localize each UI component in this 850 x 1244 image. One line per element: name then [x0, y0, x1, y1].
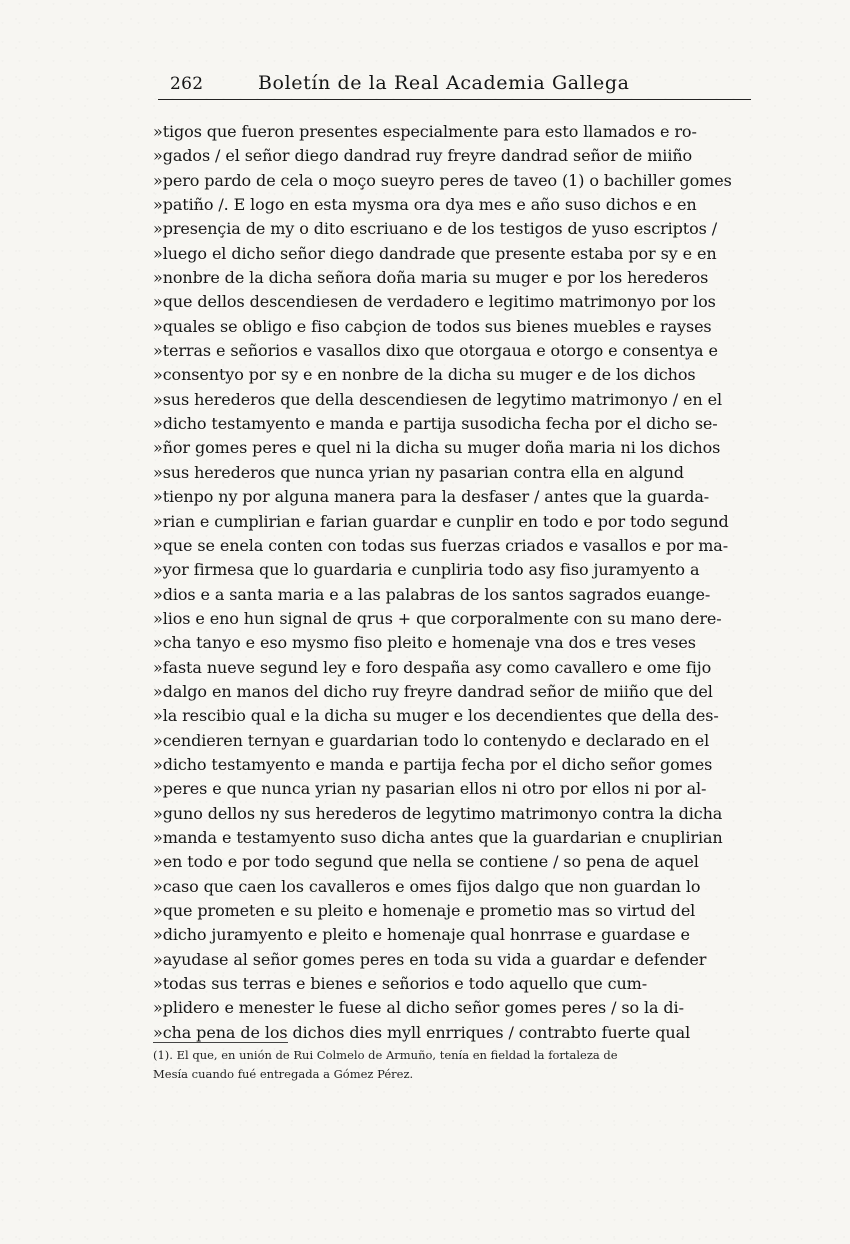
- text-line: »la rescibio qual e la dicha su muger e los decendientes que della des-: [153, 706, 719, 726]
- text-line: »ayudase al señor gomes peres en toda su vida a guardar e defender: [153, 949, 707, 969]
- text-line: »que dellos descendiesen de verdadero e legitimo matrimonyo por los: [153, 292, 716, 312]
- text-line: »sus herederos que nunca yrian ny pasarian contra ella en algund: [153, 462, 684, 482]
- text-line: »guno dellos ny sus herederos de legytimo matrimonyo contra la dicha: [153, 803, 723, 823]
- text-line: »fasta nueve segund ley e foro despaña asy como cavallero e ome fijo: [153, 657, 712, 677]
- text-line: »nonbre de la dicha señora doña maria su muger e por los herederos: [153, 268, 709, 288]
- text-line: »plidero e menester le fuese al dicho señor gomes peres / so la di-: [153, 998, 684, 1018]
- text-line: »patiño /. E logo en esta mysma ora dya mes e año suso dichos e en: [153, 195, 697, 215]
- text-line: »pero pardo de cela o moço sueyro peres de taveo (1) o bachiller gomes: [153, 170, 732, 190]
- text-line: »dicho testamyento e manda e partija susodicha fecha por el dicho se-: [153, 414, 718, 434]
- text-line: »luego el dicho señor diego dandrade que presente estaba por sy e en: [153, 243, 717, 263]
- text-line: »yor firmesa que lo guardaria e cunpliria todo asy fiso juramyento a: [153, 560, 700, 580]
- header-rule: [158, 99, 751, 100]
- text-line: »cha pena de los dichos dies myll enrriques / contrabto fuerte qual: [153, 1022, 691, 1042]
- text-line: »que se enela conten con todas sus fuerzas criados e vasallos e por ma-: [153, 535, 729, 555]
- text-line: »dalgo en manos del dicho ruy freyre dandrad señor de miiño que del: [153, 681, 713, 701]
- footnote: [153, 1046, 761, 1084]
- footnote-line: Mesía cuando fué entregada a Gómez Pérez.: [153, 1067, 414, 1081]
- text-line: »que prometen e su pleito e homenaje e prometio mas so virtud del: [153, 901, 696, 920]
- page-header: [170, 72, 750, 100]
- text-line: »presençia de my o dito escriuano e de los testigos de yuso escriptos /: [153, 219, 718, 239]
- text-line: »cendieren ternyan e guardarian todo lo contenydo e declarado en el: [153, 730, 710, 750]
- text-line: »lios e eno hun signal de qrus + que corporalmente con su mano dere-: [153, 608, 722, 628]
- text-line: »tienpo ny por alguna manera para la desfaser / antes que la guarda-: [153, 487, 710, 507]
- text-line: »dicho juramyento e pleito e homenaje qual honrrase e guardase e: [153, 925, 690, 945]
- text-line: »todas sus terras e bienes e señorios e todo aquello que cum-: [153, 974, 648, 994]
- text-line: »quales se obligo e fiso cabçion de todos sus bienes muebles e rayses: [153, 316, 712, 336]
- text-line: »caso que caen los cavalleros e omes fijos dalgo que non guardan lo: [153, 876, 701, 896]
- footnote-line: (1). El que, en unión de Rui Colmelo de Armuño, tenía en fieldad la fortaleza de: [153, 1048, 618, 1062]
- body-text: [153, 120, 761, 1045]
- text-line: »terras e señorios e vasallos dixo que otorgaua e otorgo e consentya e: [153, 341, 718, 361]
- text-line: »dios e a santa maria e a las palabras de los santos sagrados euange-: [153, 584, 711, 604]
- text-line: »dicho testamyento e manda e partija fecha por el dicho señor gomes: [153, 754, 713, 774]
- text-line: »rian e cumplirian e farian guardar e cunplir en todo e por todo segund: [153, 511, 729, 531]
- text-line: »consentyo por sy e en nonbre de la dicha su muger e de los dichos: [153, 365, 696, 385]
- footnote-rule: [153, 1042, 288, 1043]
- text-line: »tigos que fueron presentes especialmente para esto llamados e ro-: [153, 122, 697, 141]
- text-line: »ñor gomes peres e quel ni la dicha su muger doña maria ni los dichos: [153, 438, 721, 458]
- text-line: »peres e que nunca yrian ny pasarian ellos ni otro por ellos ni por al-: [153, 779, 707, 799]
- text-line: »gados / el señor diego dandrad ruy freyre dandrad señor de miiño: [153, 146, 693, 166]
- text-line: »cha tanyo e eso mysmo fiso pleito e homenaje vna dos e tres veses: [153, 633, 696, 653]
- text-line: »manda e testamyento suso dicha antes que la guardarian e cnuplirian: [153, 827, 723, 847]
- text-line: »en todo e por todo segund que nella se contiene / so pena de aquel: [153, 852, 699, 872]
- text-line: »sus herederos que della descendiesen de legytimo matrimonyo / en el: [153, 389, 723, 409]
- page-number: 262: [170, 74, 204, 94]
- journal-title: Boletín de la Real Academia Gallega: [258, 72, 630, 94]
